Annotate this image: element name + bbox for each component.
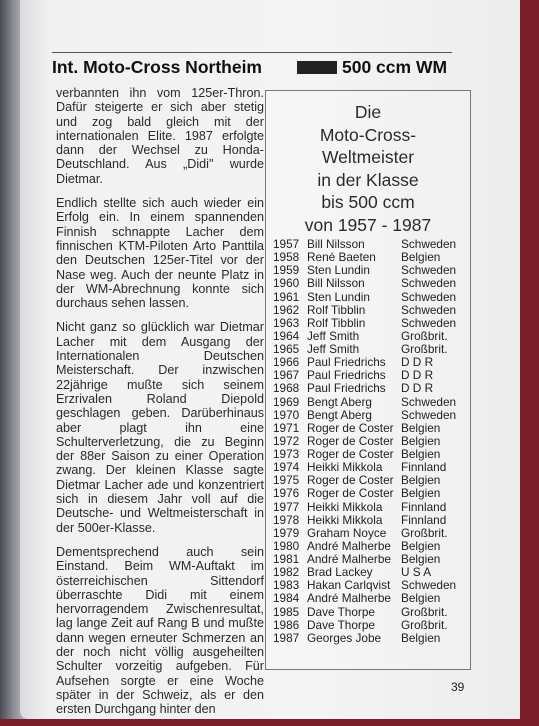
champion-country: Belgien <box>401 486 441 501</box>
champion-row <box>273 291 469 304</box>
champion-name: Bill Nilsson <box>307 237 365 251</box>
champion-name: André Malherbe <box>307 552 391 566</box>
champion-name: Hakan Carlqvist <box>307 578 391 593</box>
box-title-line: Die <box>354 102 382 122</box>
champion-year: 1976 <box>273 486 300 501</box>
champion-year: 1971 <box>273 420 300 435</box>
champion-name: Heikki Mikkola <box>307 499 383 514</box>
box-title-line: von 1957 - 1987 <box>304 214 432 235</box>
champion-name: Rolf Tibblin <box>307 302 366 317</box>
champion-row <box>273 527 469 540</box>
champion-name: Roger de Coster <box>307 473 394 488</box>
champion-name: Rolf Tibblin <box>307 315 366 330</box>
champion-row <box>273 487 469 500</box>
champion-year: 1970 <box>273 407 300 422</box>
champion-name: Dave Thorpe <box>307 604 375 619</box>
champion-country: D D R <box>401 355 434 370</box>
champion-country: Großbrit. <box>401 328 448 343</box>
champion-country: Belgien <box>401 447 441 461</box>
champion-row <box>273 501 469 514</box>
champion-name: Brad Lackey <box>307 565 373 580</box>
champion-year: 1984 <box>273 591 300 606</box>
champion-country: Schweden <box>401 578 457 593</box>
champion-row <box>273 317 469 330</box>
box-title-line: Moto-Cross- <box>319 124 417 145</box>
champion-country: Großbrit. <box>401 604 448 619</box>
article-text <box>56 86 264 726</box>
champion-country: Schweden <box>401 237 457 251</box>
champion-year: 1974 <box>273 460 300 475</box>
champion-row <box>273 409 469 422</box>
champion-year: 1967 <box>273 368 300 383</box>
box-title-line: bis 500 ccm <box>321 192 415 212</box>
champion-country: Schweden <box>401 315 457 330</box>
champion-year: 1979 <box>273 525 300 540</box>
article-paragraph: Nicht ganz so glücklich war Dietmar Lacher mit dem Ausgang der Internationalen Deutschen Meisterschaft. Der inzwischen 22jährige mußte sich seinem Erzrivalen Roland Diepold geschlagen geben. Darüberhinaus aber plagt ihn eine Schulterverletzung, die zu Beginn der 88er Saison zu einer Operation zwang. Der kleinen Klasse sagte Dietmar Lacher ade und konzentriert sich in diesem Jahr voll auf die Deutsche- und Weltmeisterschaft in der 500er-Klasse. <box>56 320 264 535</box>
champion-country: Schweden <box>401 289 457 304</box>
champion-year: 1972 <box>273 433 300 448</box>
champion-country: Großbrit. <box>401 342 448 356</box>
article-paragraph: verbannten ihn vom 125er-Thron. Dafür steigerte er sich aber stetig und zog bald gleich mit der internationalen Elite. 1987 erfolgte dann der Wechsel zu Honda-Deutschland. Aus „Didi" wurde Dietmar. <box>56 86 264 186</box>
champion-country: Finnland <box>401 512 447 527</box>
champion-country: Belgien <box>401 630 441 645</box>
header-title: Int. Moto-Cross Northeim <box>52 57 262 77</box>
champion-name: Heikki Mikkola <box>307 460 383 475</box>
champion-name: Bengt Aberg <box>307 407 372 422</box>
champion-country: Belgien <box>401 552 441 566</box>
champion-year: 1985 <box>273 604 300 619</box>
champion-year: 1963 <box>273 315 300 330</box>
champion-row <box>273 619 469 632</box>
box-title <box>266 101 470 236</box>
champion-name: Roger de Coster <box>307 447 394 461</box>
champion-year: 1986 <box>273 617 300 632</box>
champion-country: Großbrit. <box>401 525 448 540</box>
champion-year: 1978 <box>273 512 300 527</box>
champion-year: 1982 <box>273 565 300 580</box>
champion-country: Schweden <box>401 276 457 291</box>
champion-name: Bill Nilsson <box>307 276 365 291</box>
champion-year: 1959 <box>273 263 300 278</box>
champion-name: Roger de Coster <box>307 420 394 435</box>
champion-country: Finnland <box>401 460 447 475</box>
champion-name: André Malherbe <box>307 591 391 606</box>
champion-name: Sten Lundin <box>307 289 370 304</box>
champion-year: 1981 <box>273 552 300 566</box>
champion-name: Roger de Coster <box>307 486 394 501</box>
champion-country: Belgien <box>401 433 441 448</box>
champion-country: Belgien <box>401 250 441 265</box>
champion-year: 1973 <box>273 447 300 461</box>
champion-name: Graham Noyce <box>307 525 387 540</box>
champion-year: 1965 <box>273 342 300 356</box>
champion-year: 1983 <box>273 578 300 593</box>
champion-name: Roger de Coster <box>307 433 394 448</box>
champion-year: 1957 <box>273 237 300 251</box>
champion-country: Belgien <box>401 473 441 488</box>
champion-year: 1961 <box>273 289 300 304</box>
champion-name: Jeff Smith <box>307 328 360 343</box>
champion-country: Großbrit. <box>401 617 448 632</box>
page-header <box>52 52 452 83</box>
champion-row <box>273 396 469 409</box>
champion-year: 1969 <box>273 394 300 409</box>
champion-name: René Baeten <box>307 250 376 265</box>
champion-year: 1968 <box>273 381 300 396</box>
champion-row <box>273 422 469 435</box>
champion-year: 1980 <box>273 538 300 553</box>
champion-year: 1958 <box>273 250 300 265</box>
champion-country: Belgien <box>401 591 441 606</box>
champion-country: D D R <box>401 368 434 383</box>
champions-box <box>265 90 471 670</box>
champion-year: 1960 <box>273 276 300 291</box>
article-paragraph: Endlich stellte sich auch wieder ein Erfolg ein. In einem spannenden Finnish schnappte Lacher dem finnischen KTM-Piloten Arto Panttila den Deutschen 125er-Titel vor der Nase weg. Auch der neunte Platz in der WM-Abrechnung konnte sich durchaus sehen lassen. <box>56 196 264 311</box>
champion-row <box>273 304 469 317</box>
header-bar-divider <box>297 61 337 74</box>
champion-country: Finnland <box>401 499 447 514</box>
champion-year: 1962 <box>273 302 300 317</box>
champion-country: D D R <box>401 381 434 396</box>
header-class: 500 ccm WM <box>342 57 448 77</box>
champion-year: 1966 <box>273 355 300 370</box>
champion-name: Paul Friedrichs <box>307 355 386 370</box>
champion-name: Paul Friedrichs <box>307 381 386 396</box>
champion-name: Sten Lundin <box>307 263 370 278</box>
champion-row <box>273 606 469 619</box>
champion-name: Jeff Smith <box>307 342 360 356</box>
champion-country: U S A <box>401 565 432 580</box>
champion-name: Georges Jobe <box>307 630 382 645</box>
champion-country: Schweden <box>401 407 457 422</box>
champion-name: André Malherbe <box>307 538 391 553</box>
champion-year: 1975 <box>273 473 300 488</box>
champion-row <box>273 382 469 395</box>
champion-year: 1987 <box>273 630 300 645</box>
champion-country: Schweden <box>401 263 457 278</box>
champion-country: Belgien <box>401 538 441 553</box>
champion-name: Bengt Aberg <box>307 394 372 409</box>
champion-name: Heikki Mikkola <box>307 512 383 527</box>
page-number: 39 <box>451 680 465 694</box>
box-title-line: in der Klasse <box>317 169 419 190</box>
champion-country: Schweden <box>401 394 457 409</box>
champion-row <box>273 277 469 290</box>
champion-name: Paul Friedrichs <box>307 368 386 383</box>
champion-row <box>273 632 469 645</box>
champions-list <box>273 238 469 645</box>
champion-row <box>273 514 469 527</box>
champion-year: 1964 <box>273 328 300 343</box>
article-paragraph: Dementsprechend auch sein Einstand. Beim WM-Auftakt im österreichischen Sittendorf überraschte Didi mit einem hervorragendem Zwischenresultat, lag lange Zeit auf Rang B und mußte dann wegen erneuter Schmerzen an der noch nicht völlig ausgeheilten Schulter vorzeitig aufgeben. Für Aufsehen sorgte er eine Woche später in der Schweiz, als er den ersten Durchgang hinter den <box>56 544 264 717</box>
box-title-line: Weltmeister <box>321 147 415 167</box>
champion-name: Dave Thorpe <box>307 617 375 632</box>
champion-year: 1977 <box>273 499 300 514</box>
champion-country: Schweden <box>401 302 457 317</box>
champion-row <box>273 592 469 605</box>
champion-country: Belgien <box>401 420 441 435</box>
